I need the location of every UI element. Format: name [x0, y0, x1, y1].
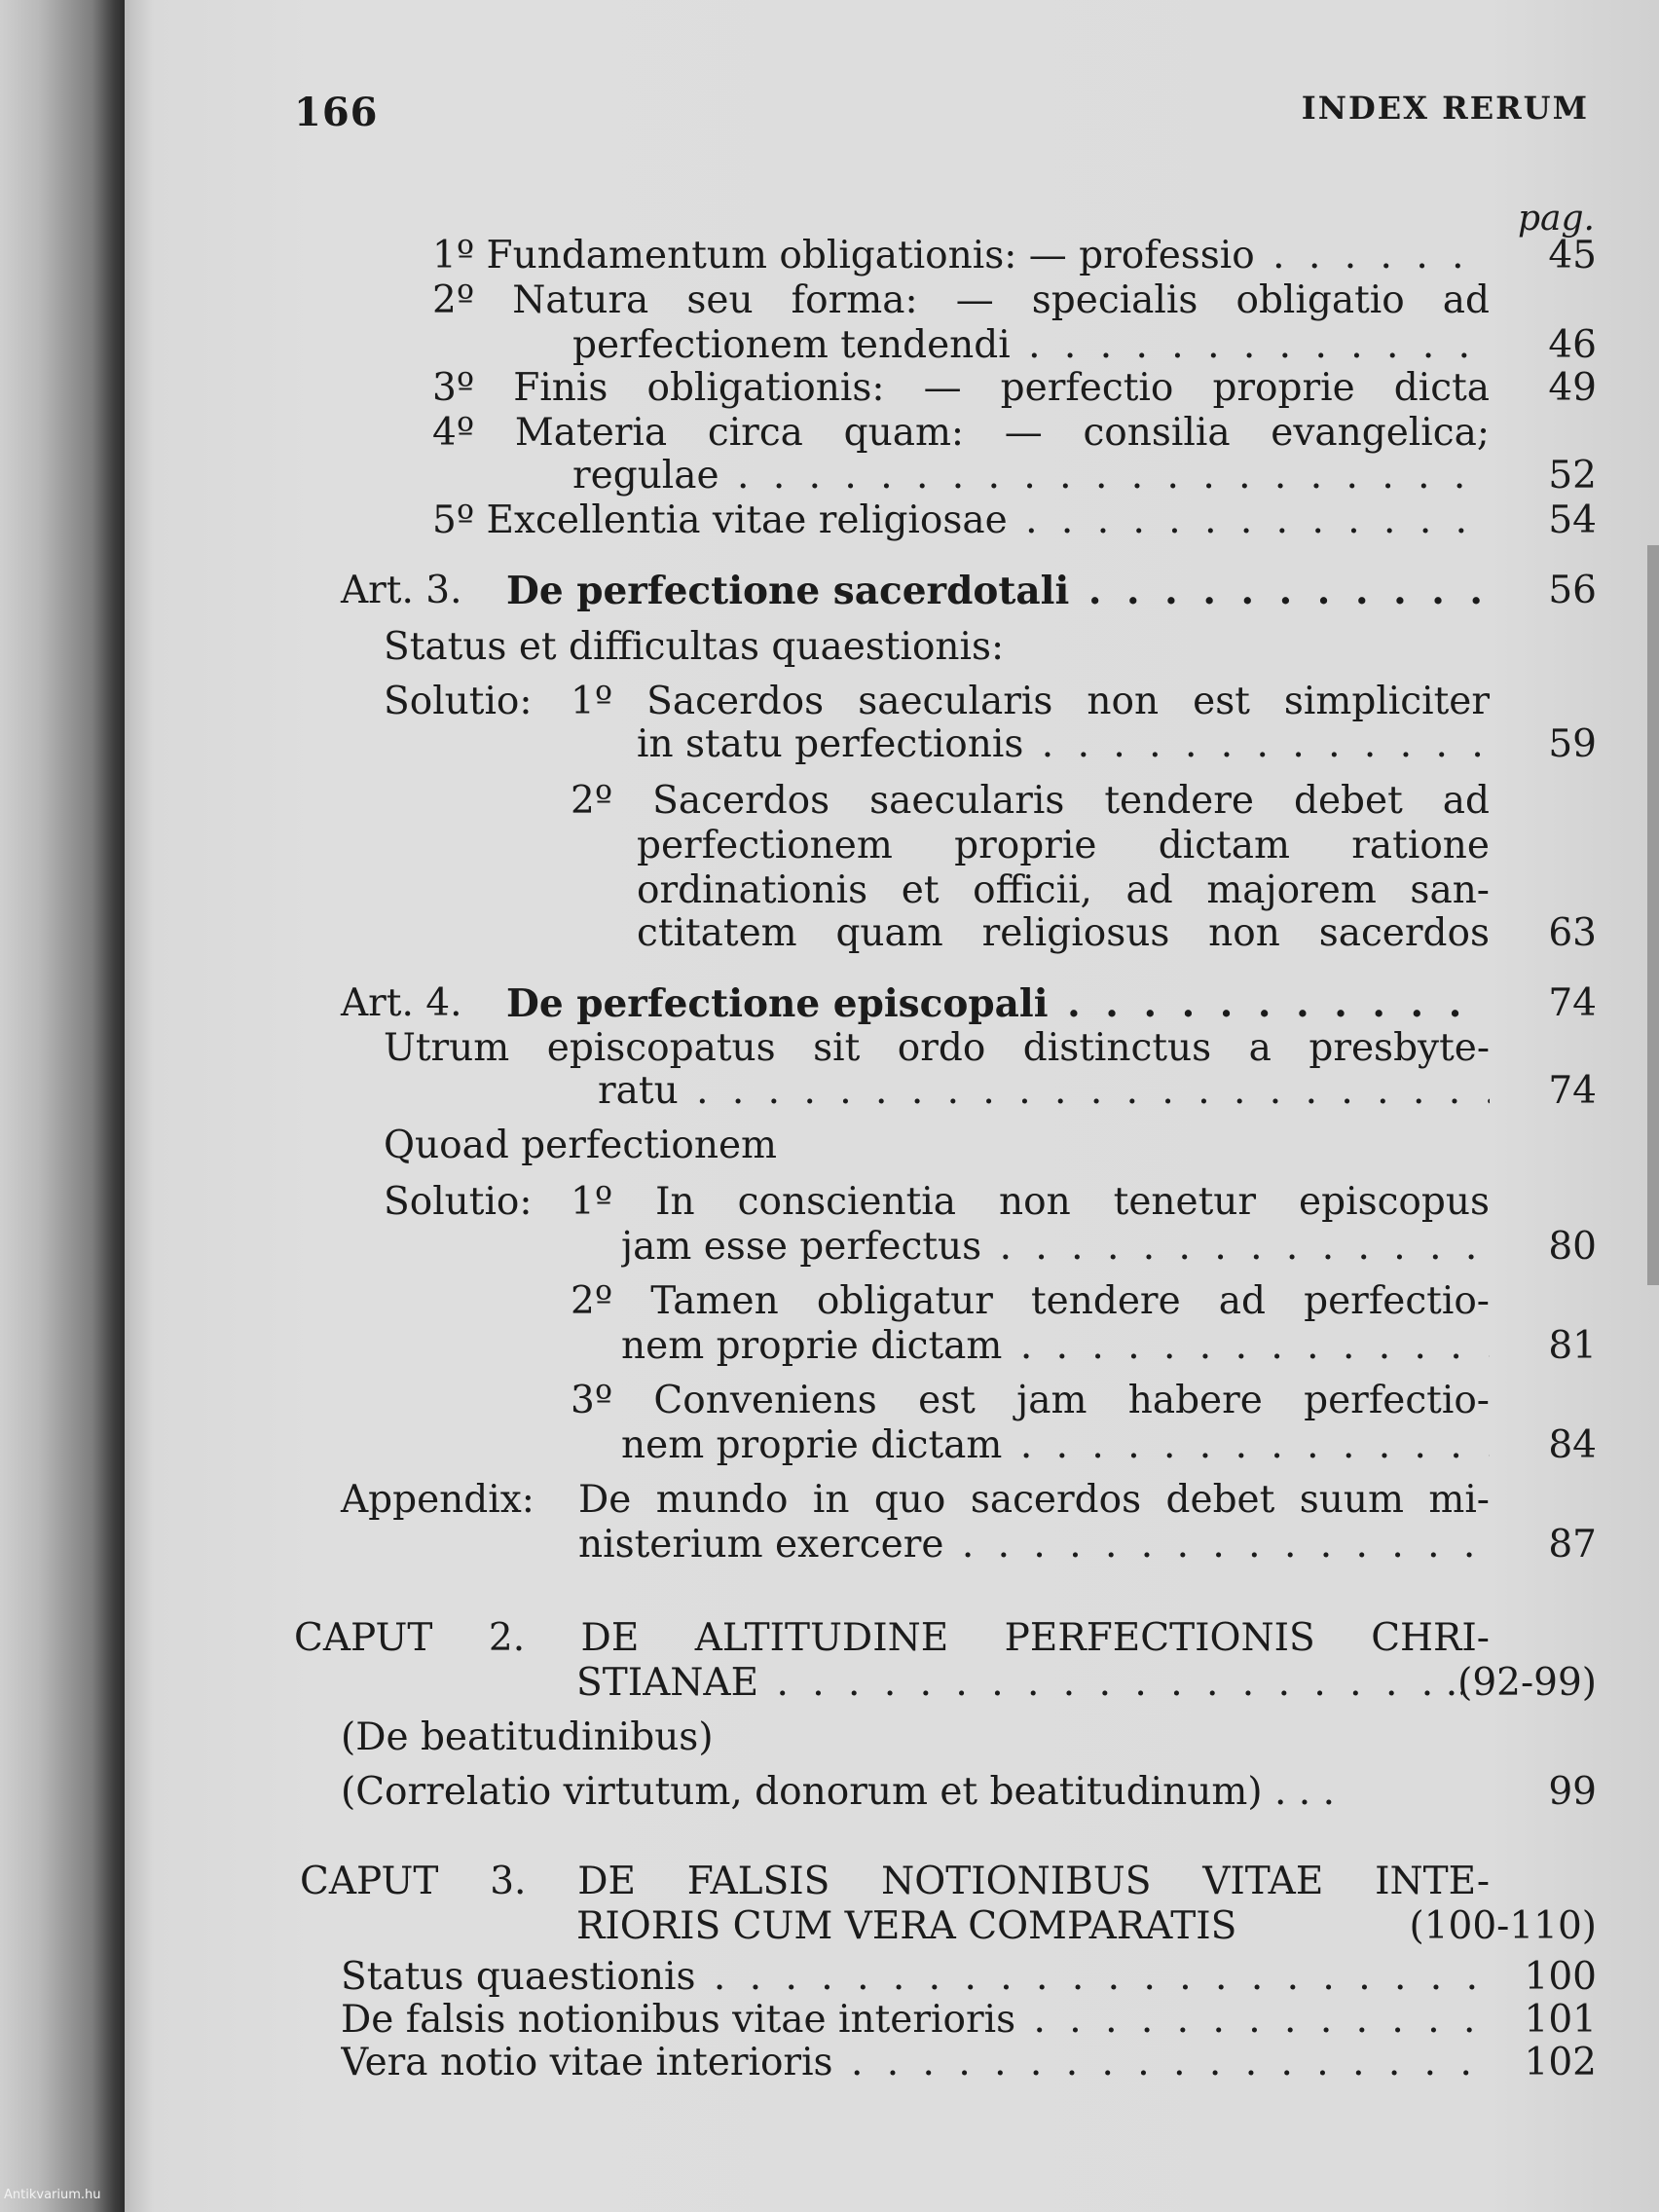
entry-page: 74 — [1548, 1069, 1597, 1113]
entry-page: 99 — [1548, 1770, 1597, 1814]
index-entry — [125, 909, 1659, 958]
book-page — [125, 0, 1659, 2212]
entry-page: 100 — [1524, 1955, 1597, 1999]
entry-text: nem proprie dictam . . . — [621, 1322, 1490, 1371]
index-entry — [125, 720, 1659, 769]
solutio-label: Solutio: — [384, 680, 533, 723]
index-entry — [125, 678, 1659, 726]
entry-text: 5º Excellentia vitae religiosae . . . — [432, 497, 1490, 545]
entry-text: Quoad perfectionem — [384, 1124, 778, 1167]
entry-text: 1º Sacerdos saecularis non est simpliciter — [571, 680, 1490, 723]
article-label: Art. 4. — [341, 981, 462, 1025]
entry-text: (Correlatio virtutum, donorum et beatitudinum) . . . — [341, 1770, 1335, 1814]
entry-text: Utrum episcopatus sit ordo distinctus a presbyte- — [384, 1026, 1490, 1070]
entry-page: 46 — [1548, 323, 1597, 367]
pag-label: pag. — [1518, 199, 1595, 239]
index-entry — [125, 1953, 1659, 2002]
page-number: 166 — [294, 90, 379, 135]
index-entry — [125, 497, 1659, 545]
index-entry — [125, 1996, 1659, 2045]
entry-text: 3º Finis obligationis: — perfectio proprie dicta — [432, 366, 1490, 410]
entry-text: Vera notio vitae interioris . . . — [341, 2039, 1490, 2087]
entry-page: 49 — [1548, 366, 1597, 410]
article-entry — [125, 979, 1659, 1028]
entry-page: 74 — [1548, 981, 1597, 1025]
chapter-heading — [125, 1614, 1659, 1663]
index-entry — [125, 1714, 1659, 1762]
entry-text: RIORIS CUM VERA COMPARATIS — [576, 1904, 1237, 1948]
entry-text: ratu . . . — [598, 1067, 1490, 1116]
index-entry — [125, 1223, 1659, 1272]
entry-page: 56 — [1548, 569, 1597, 612]
index-entry — [125, 1768, 1659, 1817]
article-entry — [125, 567, 1659, 615]
entry-text: De mundo in quo sacerdos debet suum mi- — [578, 1478, 1490, 1522]
entry-text: ctitatem quam religiosus non sacerdos — [637, 911, 1490, 955]
entry-text: perfectionem tendendi . . . — [572, 321, 1490, 370]
index-entry — [125, 1067, 1659, 1116]
running-title: INDEX RERUM — [1301, 90, 1589, 127]
index-entry — [125, 822, 1659, 870]
entry-text: CAPUT 3. DE FALSIS NOTIONIBUS VITAE INTE- — [300, 1860, 1490, 1903]
index-entry — [125, 321, 1659, 370]
entry-text: jam esse perfectus . . . — [621, 1223, 1490, 1272]
entry-text: 4º Materia circa quam: — consilia evangelica; — [432, 411, 1490, 455]
entry-text: De falsis notionibus vitae interioris . . . — [341, 1996, 1490, 2045]
index-entry — [125, 1476, 1659, 1525]
entry-text: De perfectione sacerdotali . . . — [506, 567, 1490, 615]
index-entry — [125, 623, 1659, 672]
entry-page: 81 — [1548, 1324, 1597, 1368]
index-entry — [125, 1024, 1659, 1073]
chapter-heading — [125, 1659, 1659, 1708]
entry-page: 102 — [1524, 2041, 1597, 2084]
entry-text: in statu perfectionis . . . — [637, 720, 1490, 769]
index-entry — [125, 1178, 1659, 1227]
entry-text: Status quaestionis . . . — [341, 1953, 1490, 2002]
entry-text: (De beatitudinibus) — [341, 1715, 714, 1759]
chapter-heading — [125, 1858, 1659, 1906]
index-entry — [125, 777, 1659, 826]
appendix-label: Appendix: — [341, 1478, 535, 1522]
entry-text: CAPUT 2. DE ALTITUDINE PERFECTIONIS CHRI- — [294, 1616, 1490, 1660]
entry-text: nisterium exercere . . . — [578, 1521, 1490, 1569]
entry-page: 84 — [1548, 1423, 1597, 1467]
solutio-label: Solutio: — [384, 1180, 533, 1224]
entry-text: De perfectione episcopali . . . — [506, 979, 1490, 1028]
index-entry — [125, 1521, 1659, 1569]
entry-text: 2º Natura seu forma: — specialis obligatio ad — [432, 278, 1490, 322]
index-entry — [125, 409, 1659, 458]
entry-text: ordinationis et officii, ad majorem san- — [637, 868, 1490, 912]
book-spine-edge — [0, 0, 136, 2212]
watermark: Antikvarium.hu — [4, 2188, 101, 2202]
index-entry — [125, 2039, 1659, 2087]
next-page-edge — [1647, 545, 1659, 1285]
entry-text: 1º Fundamentum obligationis: — professio . . . — [432, 232, 1490, 280]
entry-text: 2º Tamen obligatur tendere ad perfectio- — [571, 1279, 1490, 1323]
entry-page: 80 — [1548, 1225, 1597, 1269]
entry-page: 87 — [1548, 1523, 1597, 1567]
entry-text: regulae . . . — [572, 452, 1490, 500]
entry-text: 1º In conscientia non tenetur episcopus — [571, 1180, 1490, 1224]
entry-page: 54 — [1548, 498, 1597, 542]
entry-text: Status et difficultas quaestionis: — [384, 625, 1005, 669]
index-entry — [125, 1421, 1659, 1470]
entry-page: 59 — [1548, 722, 1597, 766]
chapter-heading — [125, 1902, 1659, 1951]
index-entry — [125, 1122, 1659, 1170]
entry-text: perfectionem proprie dictam ratione — [637, 824, 1490, 867]
entry-page: (100-110) — [1409, 1904, 1597, 1948]
entry-page: 45 — [1548, 234, 1597, 277]
index-entry — [125, 1377, 1659, 1425]
index-entry — [125, 1277, 1659, 1326]
index-entry — [125, 276, 1659, 325]
entry-page: .(92-99) — [1445, 1661, 1597, 1705]
entry-page: 101 — [1524, 1998, 1597, 2042]
index-entry — [125, 232, 1659, 280]
entry-text: 2º Sacerdos saecularis tendere debet ad — [571, 779, 1490, 823]
entry-text: nem proprie dictam . . . — [621, 1421, 1490, 1470]
entry-text: 3º Conveniens est jam habere perfectio- — [571, 1379, 1490, 1422]
index-entry — [125, 364, 1659, 413]
index-entry — [125, 452, 1659, 500]
entry-text: STIANAE . . . — [576, 1659, 1462, 1708]
article-label: Art. 3. — [341, 569, 462, 612]
entry-page: 52 — [1548, 454, 1597, 498]
entry-page: 63 — [1548, 911, 1597, 955]
index-entry — [125, 1322, 1659, 1371]
index-entry — [125, 866, 1659, 915]
